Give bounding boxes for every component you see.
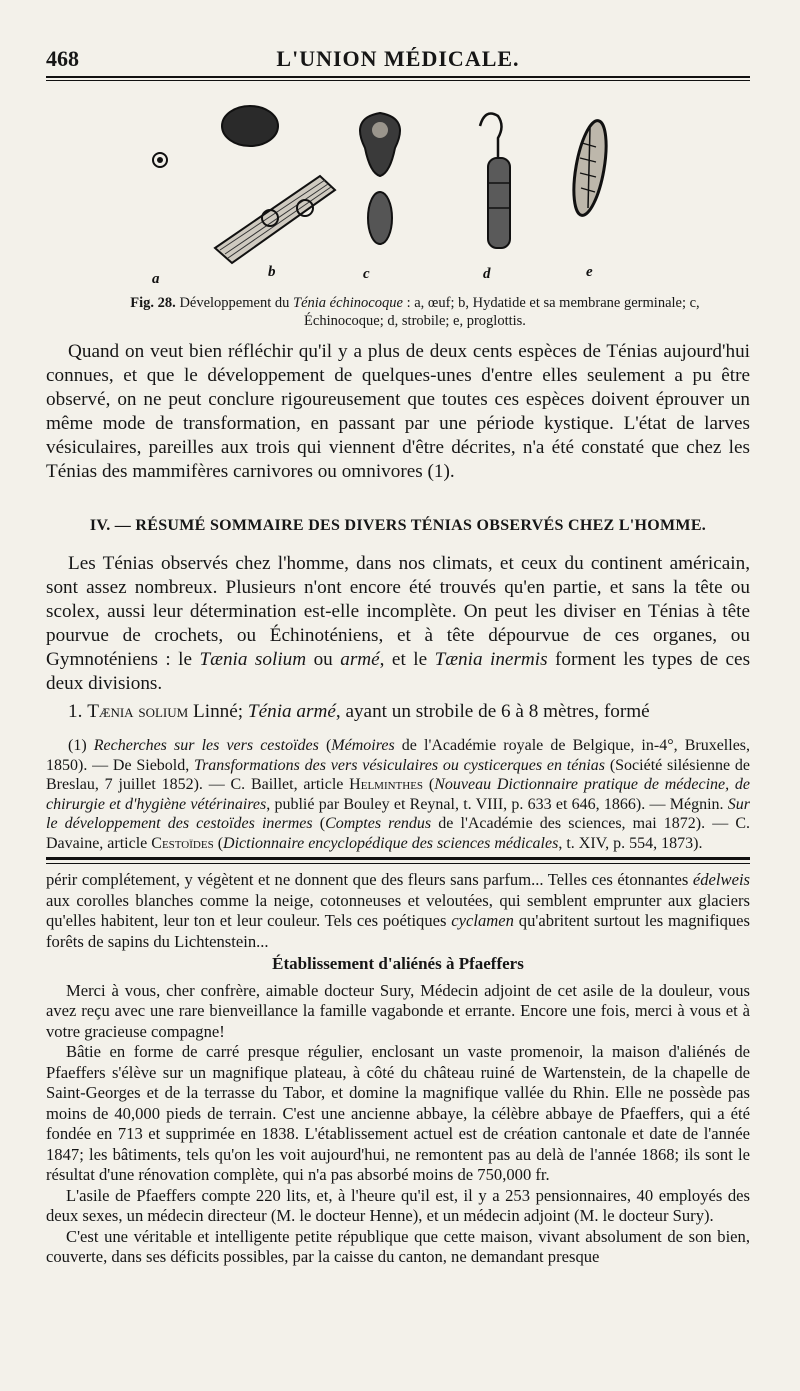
section-divider-rule — [46, 857, 750, 860]
body-paragraph-1-block — [46, 340, 750, 484]
figure-label-d: d — [483, 266, 491, 282]
footnote-title-3: Transformations des vers vésiculaires ou cysticerques en ténias — [194, 756, 606, 774]
header-rule — [46, 76, 750, 78]
page-number: 468 — [46, 46, 79, 71]
figure-caption-prefix: Développement du — [179, 295, 290, 311]
footnote-text-5: ( — [428, 776, 435, 793]
footnote-text-10: , t. XIV, p. 554, 1873). — [558, 834, 703, 852]
figure-28-illustration — [120, 98, 660, 288]
running-head: L'UNION MÉDICALE. — [276, 46, 520, 71]
figure-label-c: c — [363, 266, 370, 282]
item-1-line — [46, 700, 750, 724]
feuilleton-edelweis: édelweis — [692, 870, 751, 889]
footnote-title-6: Comptes rendus — [325, 815, 432, 832]
feuilleton-paragraph-2: Bâtie en forme de carré presque régulier, enclosant un vaste promenoir, la maison d'aliénés de Pfaeffers s'élève sur un magnifique plateau, à côté du château ruiné de Wartenstein, de la chapelle de Saint-Georges et de la terrasse du Tabor, et domine la magnifique vallée du Rhin. Elle ne possède pas moins de 40,000 pieds de terrain. C'est une ancienne abbaye, la célèbre abbaye de Pfaeffers, qui a été fondée en 713 et supprimée en 1838. L'établissement actuel est de création cantonale et date de l'année 1847; les bâtiments, tels qu'on les voit aujourd'hui, ne remontent pas au delà de l'année 1868; ils sont le résultat d'une rénovation complète, qui n'a pas absorbé moins de 750,000 fr. — [46, 1042, 750, 1184]
footnote-text-9: ( — [217, 834, 224, 852]
footnote-text-4: (Société silésienne de Breslau, 7 juillet 1852). — C. Baillet, article — [46, 756, 751, 793]
footnote — [46, 736, 750, 853]
figure-caption-species: Ténia échinocoque — [293, 295, 403, 311]
footnote-text-3: de l'Académie royale de Belgique, in-4°, Bruxelles, 1850). — De Siebold, — [46, 737, 751, 774]
body-paragraph-2-block — [46, 552, 750, 724]
feuilleton-article — [46, 870, 750, 1268]
section-divider-rule-thin — [46, 863, 750, 864]
item-1-number: 1. — [68, 701, 83, 722]
feuilleton-cyclamen: cyclamen — [451, 911, 514, 930]
footnote-text-7: ( — [319, 815, 326, 832]
feuilleton-intro-a: périr complétement, y végètent et ne donnent que des fleurs sans parfum... Telles ces étonnantes — [46, 870, 689, 889]
footnote-text-6: , publié par Bouley et Reynal, t. VIII, p. 633 et 646, 1866). — Mégnin. — [266, 795, 724, 813]
figure-hydatid-drawing — [215, 106, 335, 263]
feuilleton-intro — [46, 870, 750, 952]
item-1-alt-name: Ténia armé — [247, 701, 336, 722]
footnote-text-8: de l'Académie des sciences, mai 1872). — C. Davaine, article — [46, 815, 751, 852]
taenia-solium-term: Tænia solium — [199, 649, 307, 670]
feuilleton-paragraph-3: L'asile de Pfaeffers compte 220 lits, et, à l'heure qu'il est, il y a 253 pensionnaires, 40 employés des deux sexes, un médecin directeur (M. le docteur Henne), et un médecin adjoint (M. le docteur Sury). — [46, 1185, 750, 1225]
footnote-cestoides: Cestoïdes — [151, 834, 214, 852]
footnote-title-2: Mémoires — [331, 737, 395, 754]
footnote-title-7: Dictionnaire encyclopédique des sciences médicales — [223, 834, 559, 852]
figure-caption-rest: : a, œuf; b, Hydatide et sa membrane germinale; c, Échinocoque; d, strobile; e, proglottis. — [304, 295, 700, 329]
footnote-title-4: Nouveau Dictionnaire pratique de médecine, de chirurgie et d'hygiène vétérinaires — [46, 776, 751, 813]
page-header — [46, 40, 750, 74]
body-paragraph-2-et: , et le — [379, 649, 428, 670]
footnote-text-2: ( — [325, 737, 332, 754]
footnote-title-1: Recherches sur les vers cestoïdes — [93, 737, 319, 754]
item-1-name: Tænia solium — [87, 701, 189, 722]
footnote-helminthes: Helminthes — [349, 776, 424, 793]
figure-label-a: a — [152, 271, 160, 287]
header-rule-thin — [46, 80, 750, 81]
feuilleton-intro-c: qu'abritent surtout les magnifiques forêts de sapins du Lichtenstein... — [46, 911, 750, 951]
figure-echinococcus-drawing — [360, 113, 400, 244]
figure-label-b: b — [268, 264, 276, 280]
body-paragraph-2-text: Les Ténias observés chez l'homme, dans nos climats, et ceux du continent américain, sont assez nombreux. Plusieurs n'ont encore été trouvés qu'en partie, et sans la tête ou scolex, aussi leur détermination est-elle incomplète. On peut les diviser en Ténias à tête pourvue de crochets, ou Échinoténiens, et à tête dépourvue de ces organes, ou Gymnoténiens : le — [46, 553, 750, 670]
arme-term: armé — [340, 649, 380, 670]
footnote-marker: (1) — [68, 737, 87, 754]
feuilleton-subtitle: Établissement d'aliénés à Pfaeffers — [272, 954, 524, 973]
footnote-text — [46, 736, 750, 853]
body-paragraph-2 — [46, 552, 750, 696]
figure-caption — [92, 294, 738, 330]
section-title: IV. — RÉSUMÉ SOMMAIRE DES DIVERS TÉNIAS OBSERVÉS CHEZ L'HOMME. — [89, 517, 707, 534]
figure-strobile-drawing — [480, 114, 510, 248]
body-paragraph-2-end: forment les types de ces deux divisions. — [46, 649, 751, 694]
figure-proglottis-drawing — [568, 118, 612, 217]
feuilleton-paragraph-1: Merci à vous, cher confrère, aimable docteur Sury, Médecin adjoint de cet asile de la douleur, vous avez reçu avec une rare bienveillance la famille vagabonde et errante. Encore une fois, merci à vous et à votre gracieuse compagne! — [46, 980, 750, 1041]
item-1-author: Linné; — [193, 701, 244, 722]
taenia-inermis-term: Tænia inermis — [434, 649, 548, 670]
feuilleton-intro-b: aux corolles blanches comme la neige, cotonneuses et veloutées, qui semblent emprunter aux glaciers qu'elles habitent, leur ton et leur couleur. Tels ces poétiques — [46, 890, 750, 930]
figure-egg-drawing — [153, 153, 167, 167]
footnote-title-5: Sur le développement des cestoïdes inermes — [46, 795, 750, 832]
feuilleton-paragraph-4: C'est une véritable et intelligente petite république que cette maison, vivant absolument de son bien, couverte, dans ses déficits possibles, par la caisse du canton, ne demandant presque — [46, 1226, 750, 1266]
item-1-rest: , ayant un strobile de 6 à 8 mètres, formé — [335, 701, 650, 722]
figure-caption-label: Fig. 28. — [130, 295, 176, 311]
figure-label-e: e — [586, 264, 593, 280]
body-paragraph-2-ou: ou — [313, 649, 333, 670]
body-paragraph-1: Quand on veut bien réfléchir qu'il y a plus de deux cents espèces de Ténias aujourd'hui connues, et que le développement de quelques-unes d'entre elles seulement a pu être observé, on ne peut conclure rigoureusement que toutes ces espèces doivent éprouver un même mode de transformation, en passant par une période kystique. L'état de larves vésiculaires, pareilles aux trois qui viennent d'être décrites, n'a été constaté que chez les Ténias des mammifères carnivores ou omnivores (1). — [46, 341, 750, 482]
